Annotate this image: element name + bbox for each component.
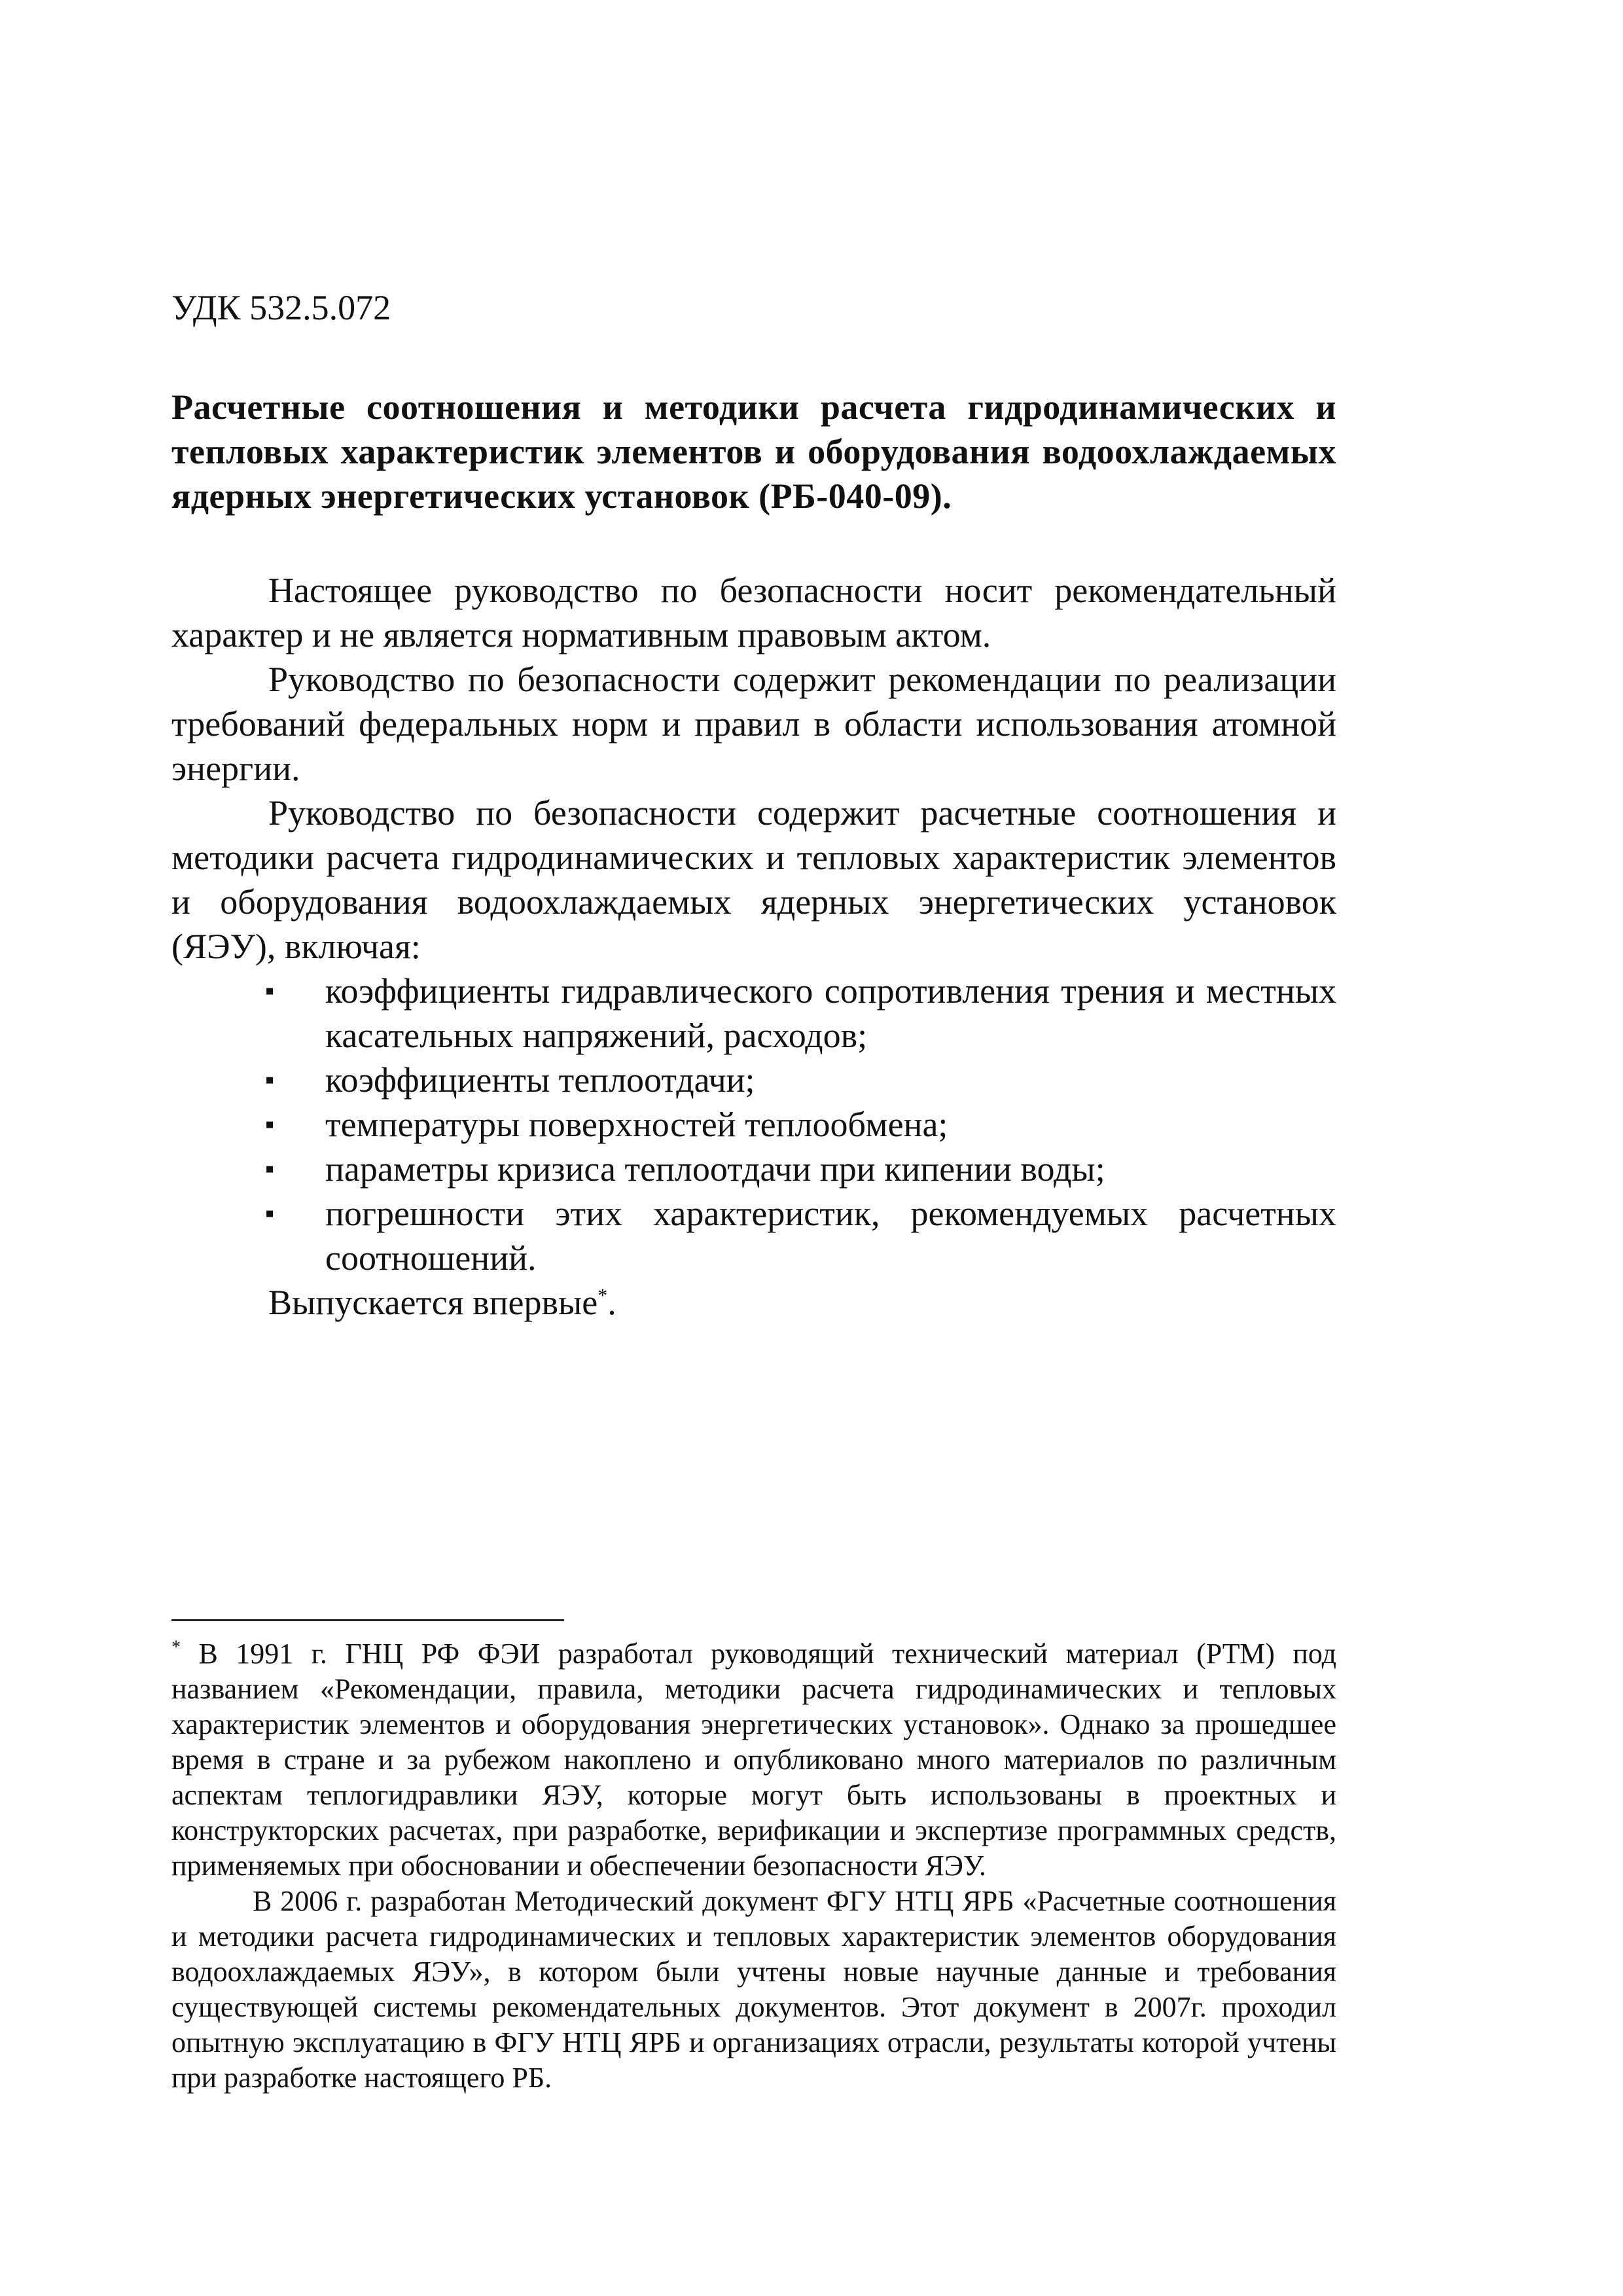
list-item (265, 969, 1336, 1058)
list-item (265, 1058, 1336, 1102)
udk-code: УДК 532.5.072 (171, 288, 391, 327)
footnote-paragraph-2: В 2006 г. разработан Методический документ ФГУ НТЦ ЯРБ «Расчетные соотношения и методики расчета гидродинамических и тепловых характеристик элементов оборудования водоохлаждаемых ЯЭУ», в котором были учтены новые научные данные и требования существующей системы рекомендательных документов. Этот документ в 2007г. проходил опытную эксплуатацию в ФГУ НТЦ ЯРБ и организациях отрасли, результаты которой учтены при разработке настоящего РБ. (171, 1885, 1336, 2094)
paragraph-purpose: Руководство по безопасности содержит рекомендации по реализации требований федеральных норм и правил в области использования атомной энергии. (171, 660, 1336, 788)
bullet-marker: ▪ (265, 1065, 275, 1094)
paragraph-status: Настоящее руководство по безопасности носит рекомендательный характер и не является нормативным правовым актом. (171, 571, 1336, 655)
document-title: Расчетные соотношения и методики расчета гидродинамических и тепловых характеристик элементов и оборудования водоохлаждаемых ядерных энергетических установок (РБ-040-09). (171, 387, 1336, 516)
list-item-text: параметры кризиса теплоотдачи при кипении воды; (325, 1149, 1105, 1189)
list-item-text: коэффициенты гидравлического сопротивления трения и местных касательных напряжений, расходов; (325, 971, 1336, 1055)
footnote-paragraph-1 (171, 1636, 1336, 1884)
list-item-text: коэффициенты теплоотдачи; (325, 1060, 755, 1100)
bullet-marker: ▪ (265, 1198, 275, 1228)
paragraph-scope: Руководство по безопасности содержит расчетные соотношения и методики расчета гидродинамических и тепловых характеристик элементов и оборудования водоохлаждаемых ядерных энергетических установок (ЯЭУ), включая: (171, 793, 1336, 966)
footnote-mark: * (171, 1637, 181, 1658)
document-body (171, 568, 1336, 1325)
footnote-separator (171, 1619, 564, 1621)
issue-note-text: Выпускается впервые (268, 1283, 598, 1322)
scope-list (171, 969, 1336, 1280)
bullet-marker: ▪ (265, 1154, 275, 1183)
list-item-text: температуры поверхностей теплообмена; (325, 1105, 948, 1144)
bullet-marker: ▪ (265, 976, 275, 1005)
list-item (265, 1191, 1336, 1280)
list-item (265, 1102, 1336, 1147)
bullet-marker: ▪ (265, 1109, 275, 1139)
list-item-text: погрешности этих характеристик, рекомендуемых расчетных соотношений. (325, 1194, 1336, 1278)
footnote-paragraph-1-text: В 1991 г. ГНЦ РФ ФЭИ разработал руководящий технический материал (РТМ) под названием «Рекомендации, правила, методики расчета гидродинамических и тепловых характеристик элементов и оборудования энергетических установок». Однако за прошедшее время в стране и за рубежом накоплено и опубликовано много материалов по различным аспектам теплогидравлики ЯЭУ, которые могут быть использованы в проектных и конструкторских расчетах, при разработке, верификации и экспертизе программных средств, применяемых при обосновании и обеспечении безопасности ЯЭУ. (171, 1638, 1336, 1882)
issue-note (171, 1280, 1336, 1325)
list-item (265, 1147, 1336, 1191)
issue-note-end: . (607, 1283, 616, 1322)
footnote (171, 1636, 1336, 2096)
footnote-reference[interactable]: * (597, 1285, 608, 1306)
